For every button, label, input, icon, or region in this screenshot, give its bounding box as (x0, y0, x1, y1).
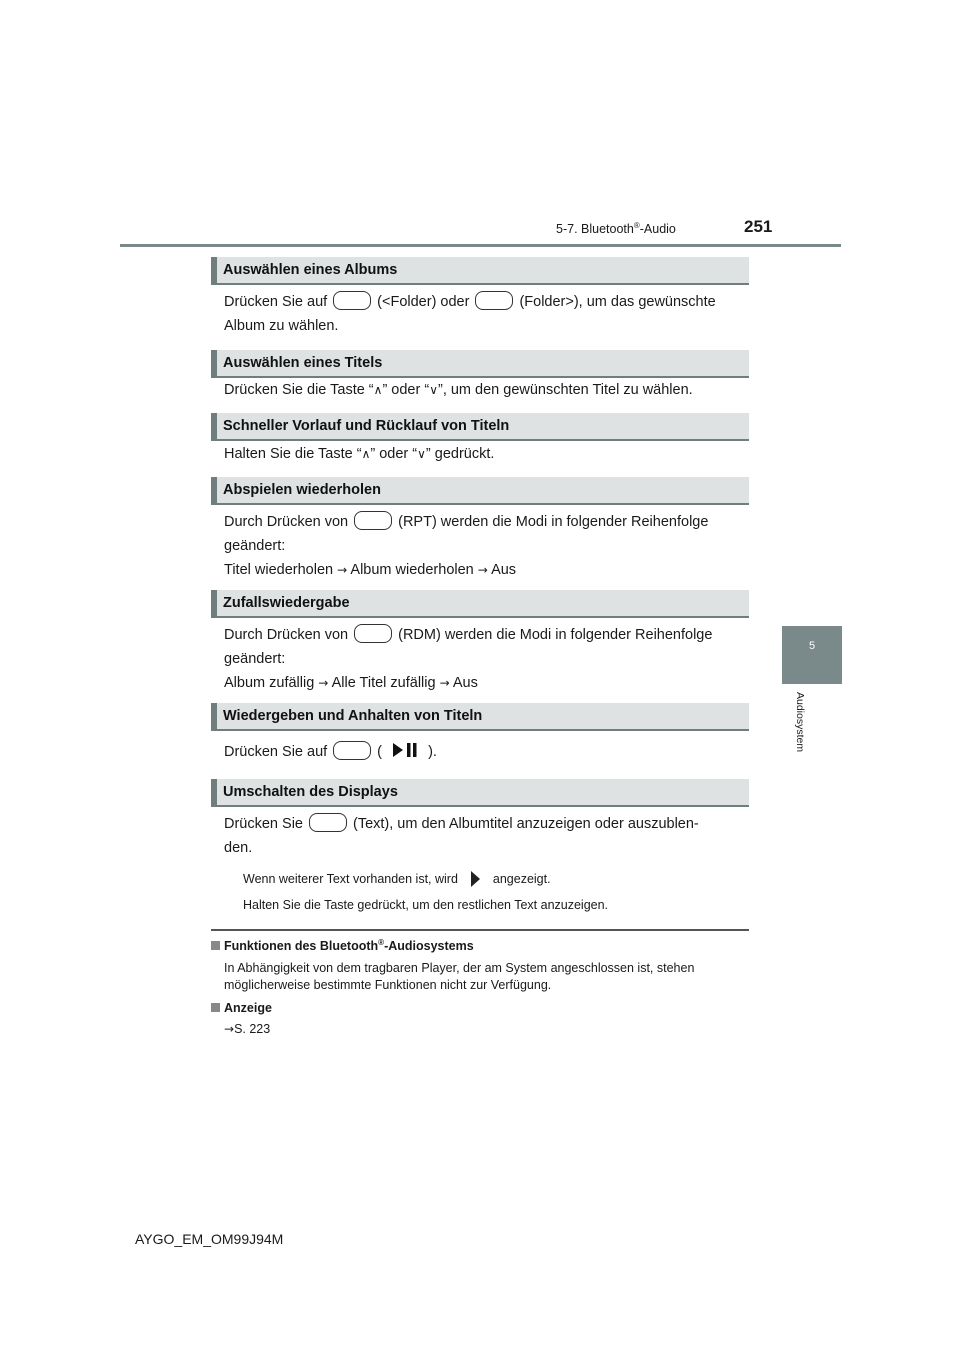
text: Halten Sie die Taste “ (224, 446, 362, 462)
text: Album wiederholen (350, 562, 474, 578)
text: Drücken Sie auf (224, 744, 328, 760)
section-title-text: Abspielen wiederholen (223, 482, 381, 498)
display-note-1 (243, 870, 551, 888)
section-title-track (211, 350, 749, 378)
play-pause-button-icon (333, 741, 371, 760)
text: ” oder “ (370, 446, 418, 462)
play-pause-icon (390, 741, 420, 759)
section-title-text: Schneller Vorlauf und Rücklauf von Titeln (223, 418, 510, 434)
section-title-text: Wiedergeben und Anhalten von Titeln (223, 708, 483, 724)
up-icon: ∧ (361, 447, 371, 461)
text: Durch Drücken von (224, 514, 349, 530)
text: Wenn weiterer Text vorhanden ist, wird (243, 872, 458, 886)
text: Anzeige (224, 1001, 272, 1015)
text: ). (428, 744, 437, 760)
header-rule (120, 244, 841, 247)
text: Album zufällig (224, 675, 315, 691)
text: (Text), um den Albumtitel anzuzeigen oder auszublen- (352, 816, 699, 832)
page-reference-link[interactable]: S. 223 (234, 1022, 271, 1036)
section-title-text: Auswählen eines Titels (223, 355, 383, 371)
text: ” gedrückt. (425, 446, 495, 462)
section-title-text: Umschalten des Displays (223, 784, 398, 800)
bullet-square-icon (211, 1003, 220, 1012)
section-suffix: -Audio (639, 222, 676, 237)
down-icon: ∨ (417, 447, 426, 461)
notes-rule (211, 929, 749, 931)
text: Durch Drücken von (224, 627, 349, 643)
arrow-icon: → (318, 676, 329, 690)
arrow-icon: → (439, 676, 450, 690)
bullet-square-icon (211, 941, 220, 950)
text: ( (377, 744, 383, 760)
section-title-random (211, 590, 749, 618)
section-title-display (211, 779, 749, 807)
folder-down-button-icon (333, 291, 371, 310)
chapter-label-text: Audiosystem (794, 692, 806, 753)
text: Funktionen des Bluetooth (224, 939, 379, 954)
text: -Audiosystems (384, 939, 474, 954)
text: (Folder>), um das gewünschte (519, 294, 716, 310)
section-title-play-pause (211, 703, 749, 731)
section-title-text: Auswählen eines Albums (223, 262, 398, 278)
registered-mark: ® (378, 938, 385, 947)
paragraph-album (224, 290, 746, 338)
note-text-functions: In Abhängigkeit von dem tragbaren Player, der am System angeschlossen ist, stehen möglicherweise bestimmte Funktionen nicht zur Verfügung. (224, 961, 695, 992)
more-text-arrow-icon (467, 870, 483, 888)
note-link-display[interactable] (224, 1021, 746, 1038)
chapter-tab (782, 626, 842, 684)
arrow-icon: → (224, 1022, 235, 1036)
text: Aus (491, 562, 517, 578)
text: Alle Titel zufällig (331, 675, 436, 691)
section-title-album (211, 257, 749, 285)
section-title-repeat (211, 477, 749, 505)
text: ” oder “ (382, 382, 430, 398)
text: geändert: (224, 651, 286, 667)
page-number: 251 (744, 217, 773, 236)
paragraph-random (224, 623, 746, 695)
paragraph-play-pause (224, 740, 746, 764)
chapter-label (756, 692, 836, 772)
text-button-icon (309, 813, 347, 832)
section-name: 5-7. Bluetooth (556, 222, 634, 237)
text: angezeigt. (492, 872, 551, 886)
chapter-number: 5 (808, 640, 816, 652)
paragraph-display (224, 812, 746, 860)
note-title-functions (211, 938, 474, 953)
down-icon: ∨ (429, 383, 438, 397)
text: ”, um den gewünschten Titel zu wählen. (437, 382, 693, 398)
section-header (556, 221, 676, 236)
arrow-icon: → (477, 563, 488, 577)
text: geändert: (224, 538, 286, 554)
paragraph-fast-forward (224, 442, 746, 466)
text: den. (224, 840, 253, 856)
text: Album zu wählen. (224, 318, 339, 334)
section-title-text: Zufallswiedergabe (223, 595, 350, 611)
paragraph-repeat (224, 510, 746, 582)
text: Drücken Sie (224, 816, 303, 832)
text: (RDM) werden die Modi in folgender Reihenfolge (398, 627, 713, 643)
document-code: AYGO_EM_OM99J94M (135, 1231, 284, 1247)
text: Drücken Sie die Taste “ (224, 382, 374, 398)
text: Drücken Sie auf (224, 294, 328, 310)
up-icon: ∧ (373, 383, 383, 397)
text: Titel wiederholen (224, 562, 334, 578)
note-title-display (211, 1001, 272, 1015)
text: Aus (452, 675, 478, 691)
section-title-fast-forward (211, 413, 749, 441)
paragraph-track (224, 378, 746, 402)
text: (<Folder) oder (377, 294, 470, 310)
folder-up-button-icon (475, 291, 513, 310)
display-note-2: Halten Sie die Taste gedrückt, um den restlichen Text anzuzeigen. (243, 898, 609, 912)
text: (RPT) werden die Modi in folgender Reihenfolge (398, 514, 709, 530)
rpt-button-icon (354, 511, 392, 530)
rdm-button-icon (354, 624, 392, 643)
arrow-icon: → (337, 563, 348, 577)
registered-mark: ® (633, 221, 640, 230)
